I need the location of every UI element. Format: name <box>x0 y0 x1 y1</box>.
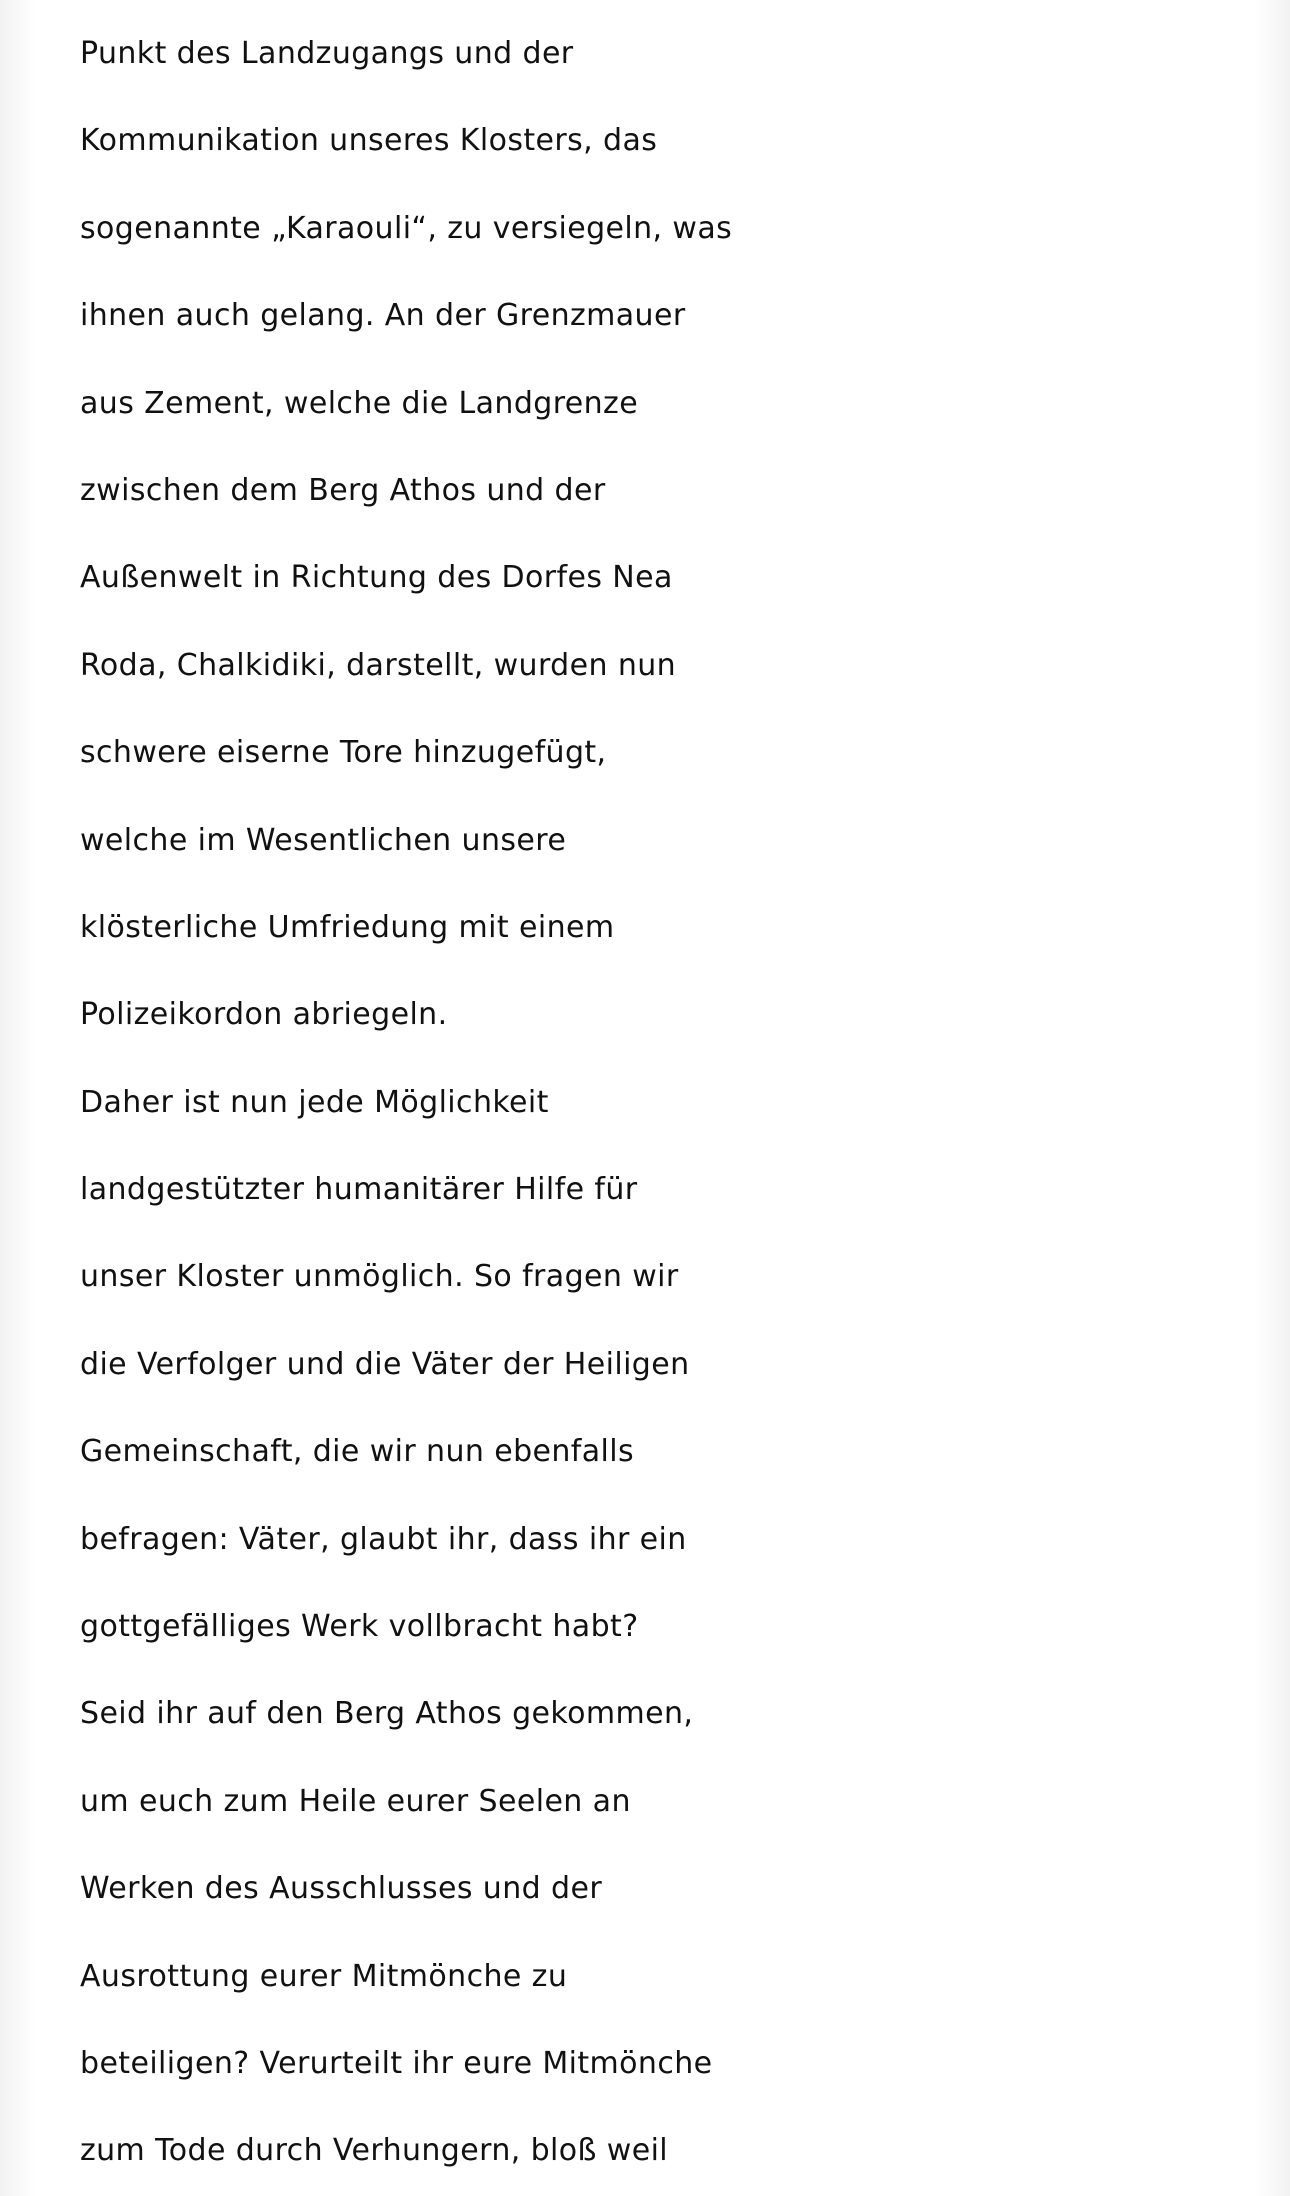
text-line: schwere eiserne Tore hinzugefügt, <box>80 735 607 771</box>
text-line: Daher ist nun jede Möglichkeit <box>80 1084 549 1120</box>
text-line: unser Kloster unmöglich. So fragen wir <box>80 1259 679 1295</box>
text-line: Punkt des Landzugangs und der <box>80 36 574 71</box>
text-line: landgestützter humanitärer Hilfe für <box>80 1172 638 1208</box>
text-line: Außenwelt in Richtung des Dorfes Nea <box>80 560 673 596</box>
text-line: Werken des Ausschlusses und der <box>80 1871 603 1907</box>
text-line: beteiligen? Verurteilt ihr eure Mitmönche <box>80 2045 713 2081</box>
text-line: gottgefälliges Werk vollbracht habt? <box>80 1609 639 1645</box>
text-line: ihnen auch gelang. An der Grenzmauer <box>80 298 686 334</box>
text-line: aus Zement, welche die Landgrenze <box>80 385 639 421</box>
body-text <box>80 10 1260 2195</box>
text-line: sogenannte „Karaouli“, zu versiegeln, was <box>80 210 733 246</box>
page-edge-left <box>0 0 36 2196</box>
text-line: befragen: Väter, glaubt ihr, dass ihr ein <box>80 1521 687 1557</box>
text-line: Gemeinschaft, die wir nun ebenfalls <box>80 1434 635 1470</box>
text-line: Ausrottung eurer Mitmönche zu <box>80 1958 568 1994</box>
text-line: zum Tode durch Verhungern, bloß weil <box>80 2133 669 2169</box>
text-line: zwischen dem Berg Athos und der <box>80 472 606 508</box>
text-line: um euch zum Heile eurer Seelen an <box>80 1783 631 1819</box>
text-line: Kommunikation unseres Klosters, das <box>80 123 658 159</box>
text-line: klösterliche Umfriedung mit einem <box>80 909 615 945</box>
text-line: Seid ihr auf den Berg Athos gekommen, <box>80 1696 694 1732</box>
text-line: welche im Wesentlichen unsere <box>80 822 567 858</box>
text-line: Polizeikordon abriegeln. <box>80 997 448 1033</box>
text-line: die Verfolger und die Väter der Heiligen <box>80 1346 690 1382</box>
text-line: Roda, Chalkidiki, darstellt, wurden nun <box>80 647 677 683</box>
